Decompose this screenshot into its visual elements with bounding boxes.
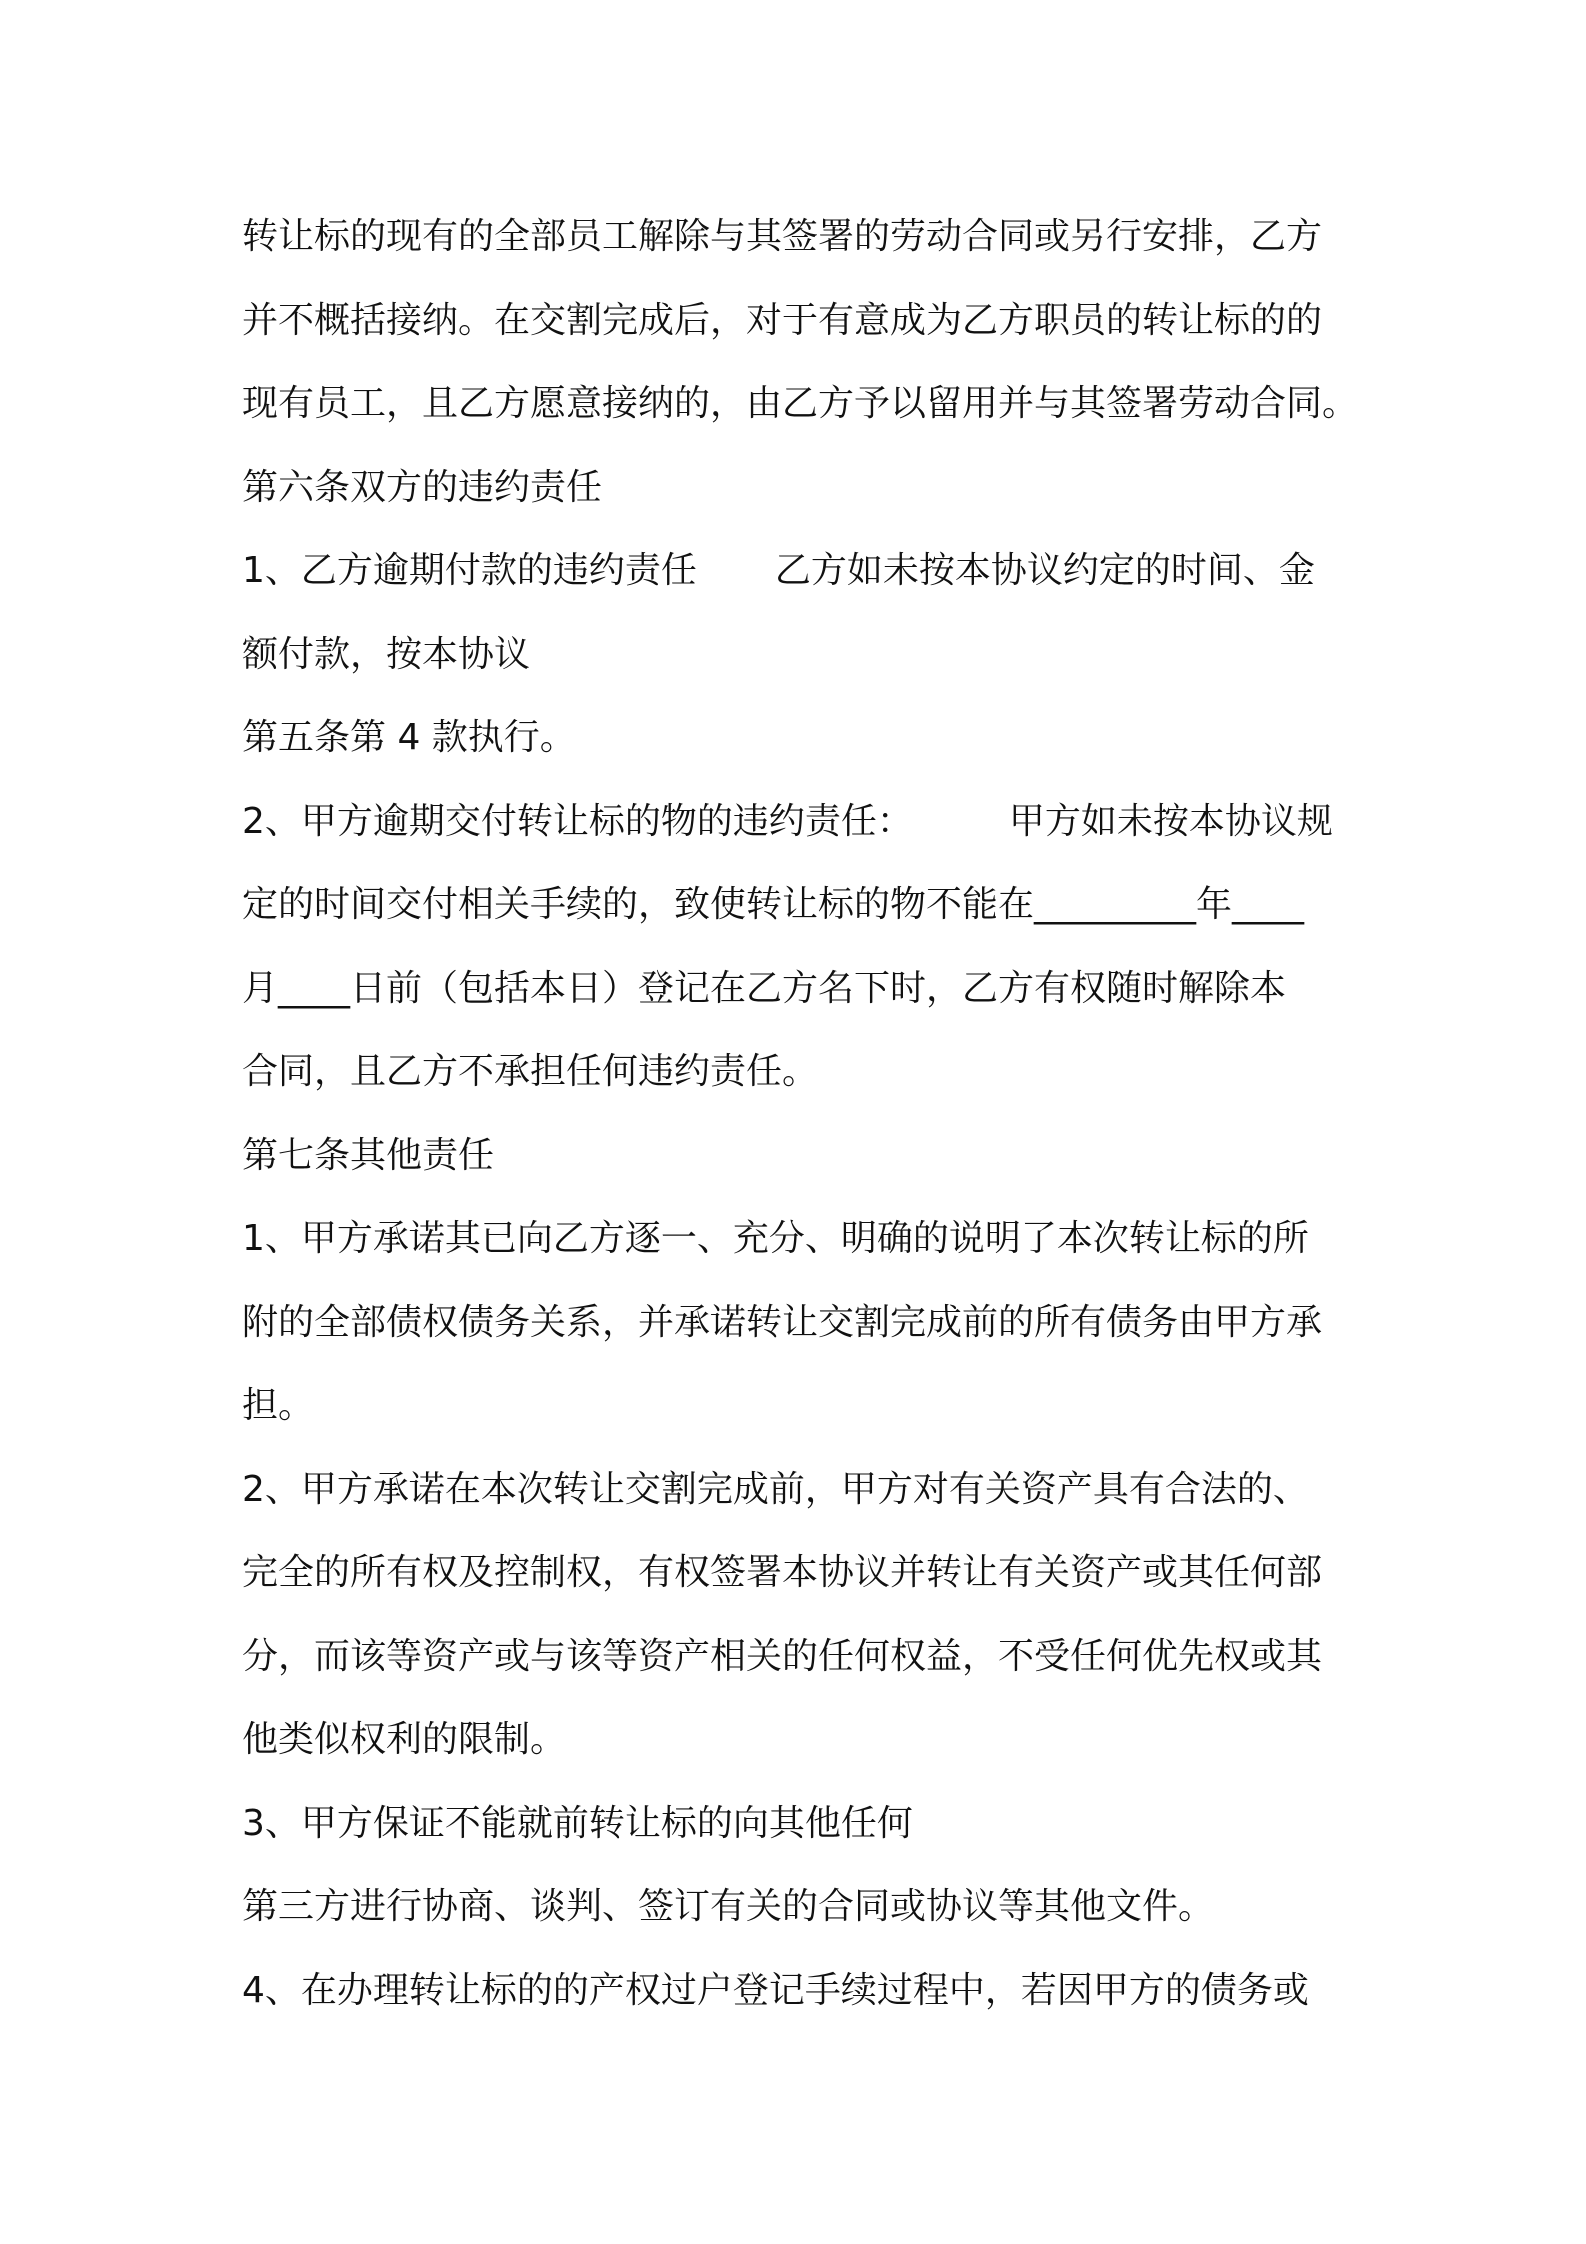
text-line-10: 月____日前（包括本日）登记在乙方名下时，乙方有权随时解除本 [242,967,1287,1009]
text-line-19: 他类似权利的限制。 [242,1719,567,1760]
text-line-3: 现有员工，且乙方愿意接纳的，由乙方予以留用并与其签署劳动合同。 [242,383,1359,424]
text-line-21: 第三方进行协商、谈判、签订有关的合同或协议等其他文件。 [242,1886,1215,1927]
text-line-14: 附的全部债权债务关系，并承诺转让交割完成前的所有债务由甲方承 [242,1301,1323,1343]
text-line-8 [242,780,1360,864]
text-line-17: 完全的所有权及控制权，有权签署本协议并转让有关资产或其任何部 [242,1552,1323,1593]
text-line-11: 合同，且乙方不承担任何违约责任。 [242,1051,819,1092]
text-line-7: 第五条第 4 款执行。 [242,717,576,758]
text-line-2: 并不概括接纳。在交割完成后，对于有意成为乙方职员的转让标的的 [242,299,1323,341]
text-line-5 [242,529,1360,613]
text-line-15: 担。 [242,1385,315,1426]
clause-text: 乙方如未按本协议约定的时间、金 [774,550,1315,591]
text-line-6: 额付款，按本协议 [242,633,531,675]
section-heading-7: 第七条其他责任 [242,1134,495,1176]
text-line-16: 2、甲方承诺在本次转让交割完成前，甲方对有关资产具有合法的、 [242,1468,1309,1510]
clause-text: 甲方如未按本协议规 [1008,800,1333,842]
text-line-22: 4、在办理转让标的的产权过户登记手续过程中，若因甲方的债务或 [242,1969,1309,2011]
clause-title: 2、甲方逾期交付转让标的物的违约责任： [242,800,913,842]
text-line-18: 分，而该等资产或与该等资产相关的任何权益，不受任何优先权或其 [242,1635,1323,1677]
text-line-9: 定的时间交付相关手续的，致使转让标的物不能在_________年____ [242,884,1305,925]
text-line-20: 3、甲方保证不能就前转让标的向其他任何 [242,1802,913,1844]
clause-title: 1、乙方逾期付款的违约责任 [242,550,697,591]
section-heading-6: 第六条双方的违约责任 [242,466,603,508]
text-line-1: 转让标的现有的全部员工解除与其签署的劳动合同或另行安排，乙方 [242,216,1323,257]
document-body [242,195,1360,2032]
text-line-13: 1、甲方承诺其已向乙方逐一、充分、明确的说明了本次转让标的所 [242,1218,1309,1259]
